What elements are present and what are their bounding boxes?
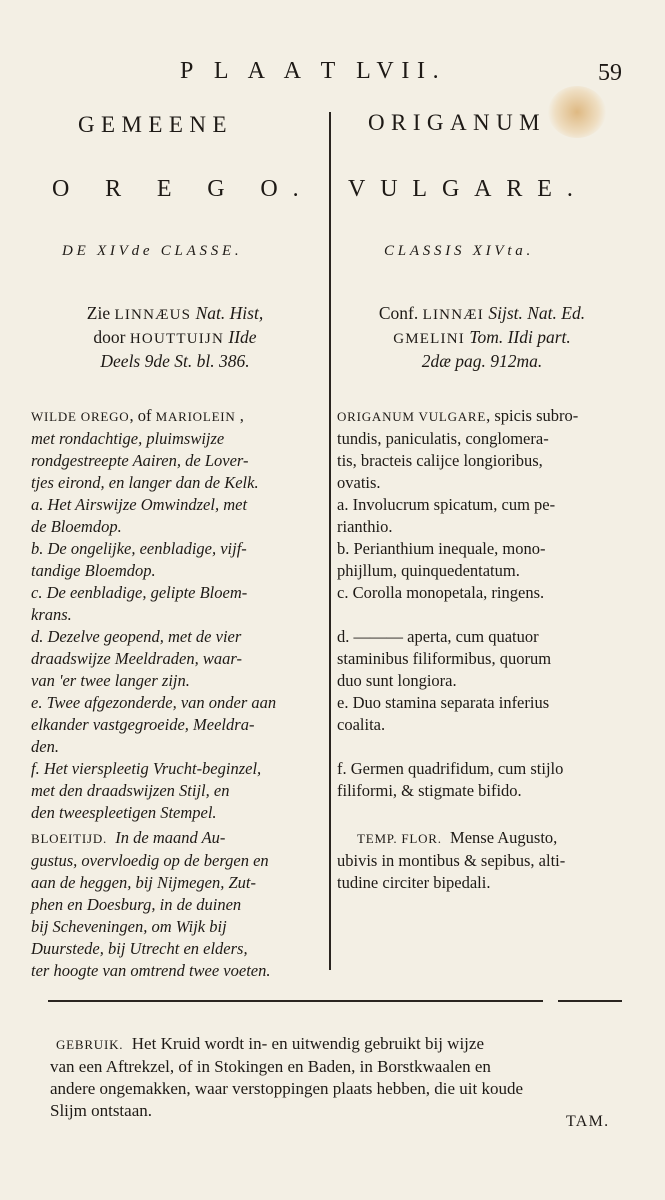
usage-line: GEBRUIK. Het Kruid wordt in- en uitwendig gebruikt bij wijze xyxy=(56,1034,484,1053)
bloei-line: TEMP. FLOR. Mense Augusto, xyxy=(357,828,558,847)
usage-line: Slijm ontstaan. xyxy=(50,1101,152,1120)
desc-line: den. xyxy=(31,737,59,756)
column-divider xyxy=(329,112,331,970)
desc-line: staminibus filiformibus, quorum xyxy=(337,649,552,668)
dutch-name-line1: GEMEENE xyxy=(78,112,233,137)
latin-name-line1: ORIGANUM xyxy=(368,110,547,135)
desc-line: elkander vastgegroeide, Meeldra- xyxy=(31,715,255,734)
ref-line: 2dæ pag. 912ma. xyxy=(421,351,543,371)
desc-line: f. Germen quadrifidum, cum stijlo xyxy=(337,759,564,778)
ref-line: Zie LINNÆUS Nat. Hist, xyxy=(86,303,264,323)
latin-flowering-time xyxy=(337,827,633,894)
desc-line: phijllum, quinquedentatum. xyxy=(337,561,520,580)
desc-line: b. Perianthium inequale, mono- xyxy=(337,539,546,558)
desc-line: c. Corolla monopetala, ringens. xyxy=(337,583,545,602)
bloei-line: gustus, overvloedig op de bergen en xyxy=(31,851,269,870)
latin-description xyxy=(337,405,633,802)
desc-spacer xyxy=(337,736,633,758)
bloei-line: aan de heggen, bij Nijmegen, Zut- xyxy=(31,873,257,892)
bloei-line: BLOEITIJD. In de maand Au- xyxy=(31,828,226,847)
usage-line: van een Aftrekzel, of in Stokingen en Baden, in Borstkwaalen en xyxy=(50,1057,491,1076)
latin-reference xyxy=(334,302,630,372)
desc-line: tjes eirond, en langer dan de Kelk. xyxy=(31,473,259,492)
ref-line: Deels 9de St. bl. 386. xyxy=(100,351,250,371)
desc-line: tundis, paniculatis, conglomera- xyxy=(337,429,549,448)
desc-line: coalita. xyxy=(337,715,386,734)
desc-line: met rondachtige, pluimswijze xyxy=(31,429,225,448)
desc-line: rianthio. xyxy=(337,517,393,536)
ref-line: door HOUTTUIJN IIde xyxy=(93,327,257,347)
desc-line: ovatis. xyxy=(337,473,381,492)
plate-header: P L A A T LVII. xyxy=(180,58,447,84)
desc-line: e. Duo stamina separata inferius xyxy=(337,693,550,712)
desc-line: a. Het Airswijze Omwindzel, met xyxy=(31,495,248,514)
desc-line: tis, bracteis calijce longioribus, xyxy=(337,451,543,470)
bloei-line: tudine circiter bipedali. xyxy=(337,873,491,892)
bloei-line: phen en Doesburg, in de duinen xyxy=(31,895,242,914)
foxing-stain xyxy=(548,86,606,138)
desc-line: e. Twee afgezonderde, van onder aan xyxy=(31,693,277,712)
desc-line: filiformi, & stigmate bifido. xyxy=(337,781,522,800)
desc-line: tandige Bloemdop. xyxy=(31,561,156,580)
bloei-line: ter hoogte van omtrend twee voeten. xyxy=(31,961,271,980)
desc-line: a. Involucrum spicatum, cum pe- xyxy=(337,495,556,514)
desc-line: rondgestreepte Aairen, de Lover- xyxy=(31,451,249,470)
footer-rule xyxy=(48,1000,543,1002)
bloei-line: ubivis in montibus & sepibus, alti- xyxy=(337,851,566,870)
desc-spacer xyxy=(337,604,633,626)
desc-line: WILDE OREGO, of MARIOLEIN , xyxy=(31,406,244,425)
desc-line: draadswijze Meeldraden, waar- xyxy=(31,649,242,668)
desc-line: den tweespleetigen Stempel. xyxy=(31,803,217,822)
footer-rule-short xyxy=(558,1000,622,1002)
desc-line: krans. xyxy=(31,605,72,624)
desc-line: de Bloemdop. xyxy=(31,517,122,536)
desc-line: duo sunt longiora. xyxy=(337,671,457,690)
desc-line: d. Dezelve geopend, met de vier xyxy=(31,627,242,646)
bloei-line: bij Scheveningen, om Wijk bij xyxy=(31,917,227,936)
desc-line: b. De ongelijke, eenbladige, vijf- xyxy=(31,539,247,558)
ref-line: GMELINI Tom. IIdi part. xyxy=(393,327,571,347)
desc-line: met den draadswijzen Stijl, en xyxy=(31,781,230,800)
usage-line: andere ongemakken, waar verstoppingen plaats hebben, die uit koude xyxy=(50,1079,524,1098)
desc-line: ORIGANUM VULGARE, spicis subro- xyxy=(337,406,579,425)
desc-line: f. Het vierspleetig Vrucht-beginzel, xyxy=(31,759,262,778)
page-number: 59 xyxy=(598,60,622,86)
catchword: TAM. xyxy=(566,1113,610,1130)
dutch-class-heading: DE XIVde CLASSE. xyxy=(62,243,243,259)
dutch-description xyxy=(31,405,327,824)
latin-class-heading: CLASSIS XIVta. xyxy=(384,243,534,259)
dutch-name-line2: O R E G O. xyxy=(52,176,314,202)
desc-line: d. ——— aperta, cum quatuor xyxy=(337,627,539,646)
ref-line: Conf. LINNÆI Sijst. Nat. Ed. xyxy=(378,303,586,323)
desc-line: c. De eenbladige, gelipte Bloem- xyxy=(31,583,248,602)
dutch-reference xyxy=(30,302,320,372)
dutch-flowering-time xyxy=(31,827,327,982)
latin-name-line2: VULGARE. xyxy=(348,176,588,202)
bloei-line: Duurstede, bij Utrecht en elders, xyxy=(31,939,248,958)
desc-line: van 'er twee langer zijn. xyxy=(31,671,190,690)
usage-paragraph xyxy=(50,1033,634,1122)
